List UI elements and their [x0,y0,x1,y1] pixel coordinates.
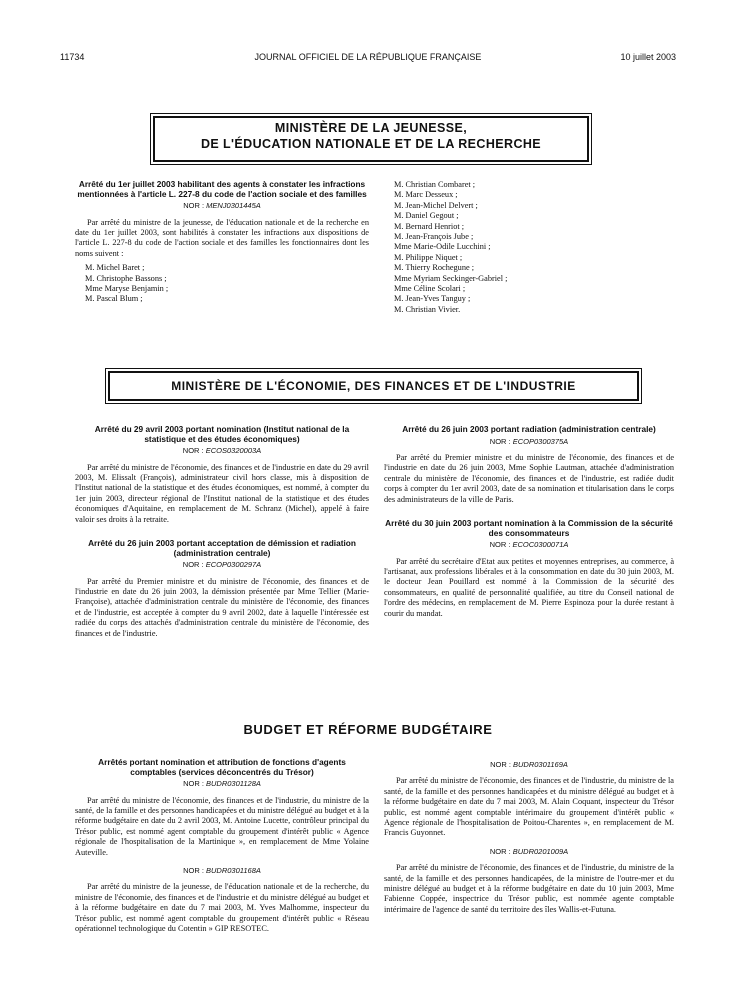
nor-code: MENJ0301445A [206,201,261,211]
economy-left-column [75,425,369,639]
page-header [60,52,676,66]
nor-code: ECOS0320003A [205,446,262,456]
decree-body: Par arrêté du Premier ministre et du ministre de l'économie, des finances et de l'industrie en date du 26 juin 2003, Mme Sophie Lautman, attachée d'administration centrale du ministère de l'économie, des finances et de l'industrie, est radiée dudit corps à compter du 1er avril 2003, date de sa nomination et titularisation dans le corps des administrateurs de la ville de Paris. [384,453,674,504]
nor-reference: NOR : ECOP0300297A [182,560,262,570]
budget-right-column [384,758,674,915]
budget-section-heading: BUDGET ET RÉFORME BUDGÉTAIRE [243,722,493,737]
name-list-item: M. Christian Vivier. [394,304,461,314]
names-list-left [75,263,369,305]
nor-code: BUDR0301168A [206,866,261,876]
issue-date: 10 juillet 2003 [620,52,676,62]
nor-reference: NOR : ECOC0300071A [489,540,569,550]
ministry-title-line-2: DE L'ÉDUCATION NATIONALE ET DE LA RECHERCHE [200,137,542,151]
decree-body: Par arrêté du secrétaire d'Etat aux petites et moyennes entreprises, au commerce, à l'artisanat, aux professions libérales et à la consommation en date du 30 juin 2003, M. le docteur Jean Pouillard est nommé à la Commission de la sécurité des consommateurs, en qualité de personnalité qualifiée, au titre du Conseil national de l'ordre des médecins, en remplacement de M. Pierre Espinoza pour la durée restant à courir du mandat. [384,556,674,618]
nor-reference: NOR : MENJ0301445A [183,201,261,211]
name-list-item: M. Michel Baret ; [85,263,145,273]
name-list-item: M. Jean-Yves Tanguy ; [394,294,471,304]
name-list-item: M. Pascal Blum ; [85,294,143,304]
decree-body: Par arrêté du ministre de l'économie, des finances et de l'industrie en date du 29 avril 2003, M. Elissalt (François), administrateur civil hors classe, mis à disposition de l'Institut national de la statistique et des études économiques, est nommé, à compter du 1er juin 2003, directeur régional de l'Institut national de la statistique et des études économiques d'Aquitaine, en remplacement de M. Schranz (Michel), appelé à faire valoir ses droits à la retraite. [75,462,369,524]
name-list-item: M. Christian Combaret ; [394,180,476,189]
name-list-item: Mme Myriam Seckinger-Gabriel ; [394,273,508,283]
decree-body: Par arrêté du ministre de l'économie, des finances et de l'industrie, du ministre de la santé, de la famille et des personnes handicapées et du ministre délégué au budget et à la réforme budgétaire en date du 2 avril 2003, M. Antoine Lucette, contrôleur principal du Trésor public, est nommé agent comptable du groupement d'intérêt public « Agence régionale de l'hospitalisation de la Martinique », en remplacement de Mme Yolaine Auteville. [75,795,369,857]
nor-code: BUDR0301128A [206,779,261,789]
economy-right-column [384,425,674,619]
education-names-continued [384,180,674,315]
ministry-economy-heading [108,371,639,401]
decree-title: Arrêté du 30 juin 2003 portant nomination à la Commission de la sécurité des consommateurs [385,518,673,538]
nor-reference: NOR : ECOP0300375A [489,436,569,446]
names-list-right [384,180,674,315]
name-list-item: M. Jean-Michel Delvert ; [394,200,478,210]
nor-reference: NOR : BUDR0301168A [183,866,261,876]
name-list-item: M. Philippe Niquet ; [394,252,463,262]
education-decree [75,180,369,305]
name-list-item: M. Christophe Bassons ; [85,273,167,283]
decree-title: Arrêté du 26 juin 2003 portant acceptation de démission et radiation (administration centrale) [88,538,356,558]
nor-code: ECOP0300297A [205,560,262,570]
budget-left-column [75,758,369,934]
decree-title: Arrêté du 1er juillet 2003 habilitant des agents à constater les infractions mentionnées à l'article L. 227-8 du code de l'action sociale et des familles [77,179,367,199]
nor-reference: NOR : BUDR0201009A [489,846,569,856]
ministry-title-line-1: MINISTÈRE DE LA JEUNESSE, [274,121,468,135]
nor-code: BUDR0201009A [512,846,569,856]
name-list-item: Mme Maryse Benjamin ; [85,284,169,294]
decree-title: Arrêté du 29 avril 2003 portant nomination (Institut national de la statistique et des études économiques) [94,424,350,444]
name-list-item: M. Thierry Rochegune ; [394,263,475,273]
decree-body: Par arrêté du Premier ministre et du ministre de l'économie, des finances et de l'industrie en date du 26 juin 2003, la démission présentée par Mme Tellier (Marie-Françoise), attachée d'administration centrale du ministère de l'économie, des finances et de l'industrie, est acceptée à compter du 9 avril 2002, date à laquelle l'intéressée est radiée du corps des attachés d'administration centrale du ministère de l'économie, des finances et de l'industrie. [75,576,369,638]
decree-title: Arrêté du 26 juin 2003 portant radiation (administration centrale) [402,424,656,434]
decree-body: Par arrêté du ministre de la jeunesse, de l'éducation nationale et de la recherche, du ministre de l'économie, des finances et de l'industrie et du ministre délégué au budget et à la réforme budgétaire en date du 7 mai 2003, M. Yves Malhomme, inspecteur du Trésor public, est nommé agent comptable du groupement d'intérêt public « Réseau opérationnel technologique du Cotentin » GIP RESOTEC. [75,882,369,934]
journal-title: JOURNAL OFFICIEL DE LA RÉPUBLIQUE FRANÇAISE [254,52,482,62]
nor-code: ECOP0300375A [512,436,569,446]
ministry-education-heading [153,116,589,162]
nor-reference: NOR : ECOS0320003A [182,446,262,456]
nor-code: BUDR0301169A [513,760,568,769]
nor-reference: NOR : BUDR0301169A [490,760,568,769]
name-list-item: M. Daniel Gegout ; [394,211,459,221]
name-list-item: Mme Marie-Odile Lucchini ; [394,242,491,252]
nor-reference: NOR : BUDR0301128A [183,779,261,789]
ministry-title: MINISTÈRE DE L'ÉCONOMIE, DES FINANCES ET DE L'INDUSTRIE [171,379,576,393]
decree-body: Par arrêté du ministre de l'économie, des finances et de l'industrie, du ministre de la santé, de la famille et des personnes handicapées et du ministre délégué au budget et à la réforme budgétaire en date du 7 mai 2003, M. Alain Coquant, inspecteur du Trésor public, est nommé agent comptable intérimaire du groupement d'intérêt public « Agence régionale de l'hospitalisation de Poitou-Charentes », en remplacement de M. Francis Guyonnet. [384,776,674,838]
name-list-item: Mme Céline Scolari ; [394,284,466,294]
decree-body: Par arrêté du ministre de la jeunesse, de l'éducation nationale et de la recherche en date du 1er juillet 2003, sont habilités à constater les infractions aux dispositions de l'article L. 227-8 du code de l'action sociale et des familles les fonctionnaires dont les noms suivent : [75,217,369,258]
decree-body: Par arrêté du ministre de l'économie, des finances et de l'industrie, du ministre de la santé, de la famille et des personnes handicapées, de la ministre de l'outre-mer et du ministre délégué au budget et à la réforme budgétaire en date du 10 juin 2003, Mme Fabienne Coppée, inspectrice du Trésor public, est nommée agente comptable intérimaire de l'agence de santé du territoire des îles Wallis-et-Futuna. [384,863,674,914]
name-list-item: M. Bernard Henriot ; [394,221,465,231]
decree-title: Arrêtés portant nomination et attribution de fonctions d'agents comptables (services déconcentrés du Trésor) [98,757,346,777]
page-number: 11734 [60,52,85,62]
nor-code: ECOC0300071A [512,540,569,550]
name-list-item: M. Marc Desseux ; [394,190,458,200]
name-list-item: M. Jean-François Jube ; [394,232,474,242]
